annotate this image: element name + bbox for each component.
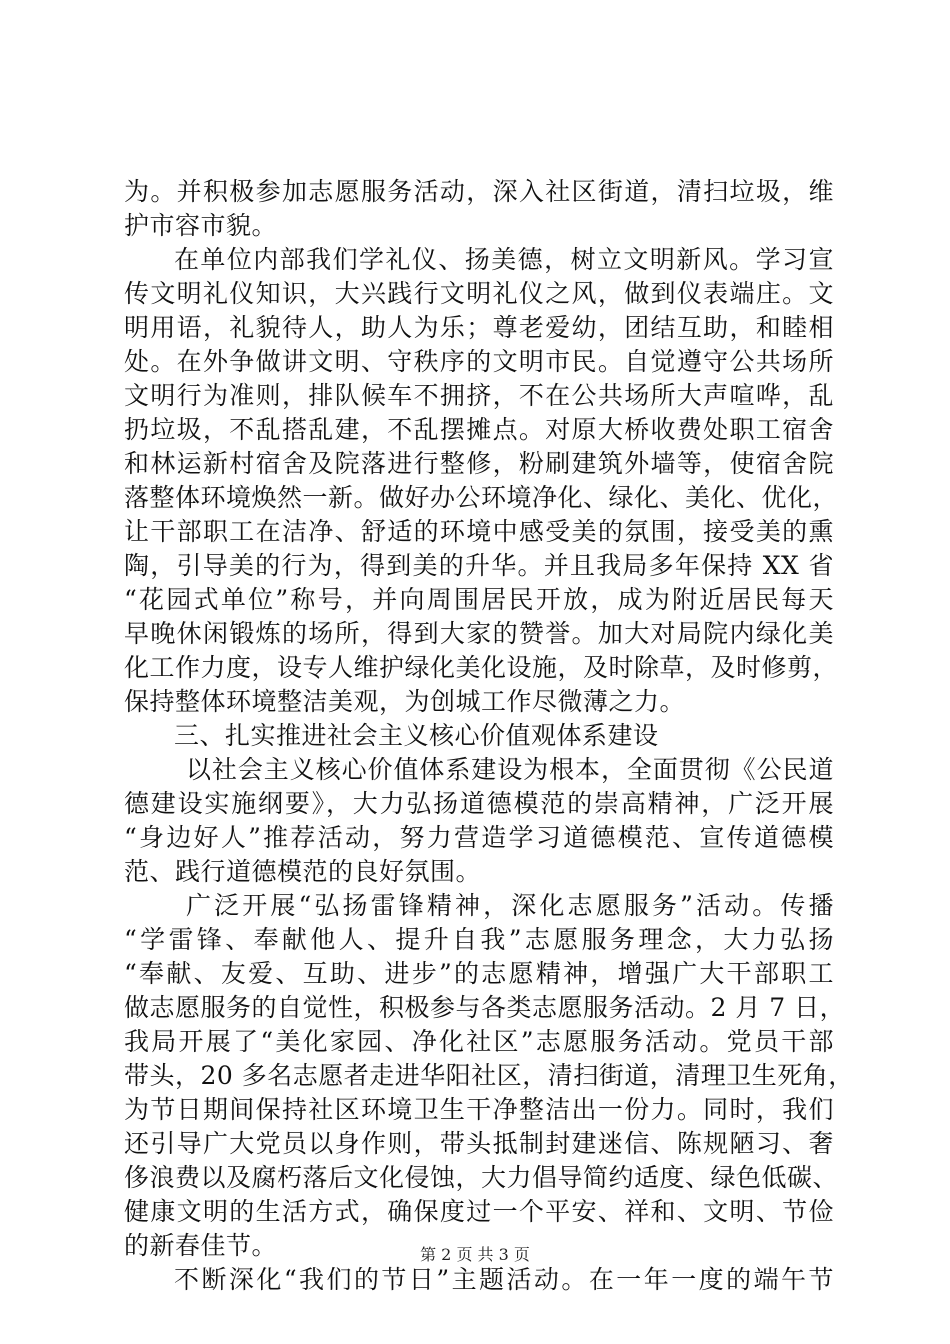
text-line: 落整体环境焕然一新。做好办公环境净化、绿化、美化、优化， [124, 483, 839, 512]
text-line: 健康文明的生活方式，确保度过一个平安、祥和、文明、节俭 [124, 1197, 834, 1226]
text-line: 化工作力度，设专人维护绿化美化设施，及时除草，及时修剪， [124, 653, 839, 682]
text-line: 陶，引导美的行为，得到美的升华。并且我局多年保持 XX 省 [124, 551, 834, 580]
text-line: 范、践行道德模范的良好氛围。 [124, 857, 482, 886]
text-line: 带头，20 多名志愿者走进华阳社区，清扫街道，清理卫生死角， [124, 1061, 854, 1090]
paragraph-start-line: 广泛开展“弘扬雷锋精神，深化志愿服务”活动。传播 [186, 891, 834, 920]
text-line: 护市容市貌。 [124, 211, 278, 240]
paragraph-start-line: 以社会主义核心价值体系建设为根本，全面贯彻《公民道 [186, 755, 834, 784]
text-line: 文明行为准则，排队候车不拥挤，不在公共场所大声喧哗，乱 [124, 381, 834, 410]
text-line: 的新春佳节。 [124, 1231, 278, 1260]
page-number-footer: 第 2 页 共 3 页 [420, 1245, 530, 1264]
text-line: 让干部职工在洁净、舒适的环境中感受美的氛围，接受美的熏 [124, 517, 834, 546]
text-line: 和林运新村宿舍及院落进行整修，粉刷建筑外墙等，使宿舍院 [124, 449, 834, 478]
text-line: 为。并积极参加志愿服务活动，深入社区街道，清扫垃圾，维 [124, 177, 834, 206]
text-line: 处。在外争做讲文明、守秩序的文明市民。自觉遵守公共场所 [124, 347, 834, 376]
text-line: 德建设实施纲要》，大力弘扬道德模范的崇高精神，广泛开展 [124, 789, 834, 818]
text-line: “身边好人”推荐活动，努力营造学习道德模范、宣传道德模 [124, 823, 834, 852]
text-line: 扔垃圾，不乱搭乱建，不乱摆摊点。对原大桥收费处职工宿舍 [124, 415, 834, 444]
text-line: 做志愿服务的自觉性，积极参与各类志愿服务活动。2 月 7 日， [124, 993, 846, 1022]
text-line: “花园式单位”称号，并向周围居民开放，成为附近居民每天 [124, 585, 834, 614]
document-body [124, 175, 854, 1297]
text-line: 还引导广大党员以身作则，带头抵制封建迷信、陈规陋习、奢 [124, 1129, 834, 1158]
section-heading: 三、扎实推进社会主义核心价值观体系建设 [174, 721, 659, 750]
text-line: “学雷锋、奉献他人、提升自我”志愿服务理念，大力弘扬 [124, 925, 834, 954]
text-line: 为节日期间保持社区环境卫生干净整洁出一份力。同时，我们 [124, 1095, 834, 1124]
text-line: 早晚休闲锻炼的场所，得到大家的赞誉。加大对局院内绿化美 [124, 619, 834, 648]
text-line: 明用语，礼貌待人，助人为乐；尊老爱幼，团结互助，和睦相 [124, 313, 834, 342]
paragraph-start-line: 不断深化“我们的节日”主题活动。在一年一度的端午节 [174, 1265, 834, 1294]
text-line: 传文明礼仪知识，大兴践行文明礼仪之风，做到仪表端庄。文 [124, 279, 834, 308]
text-line: 我局开展了“美化家园、净化社区”志愿服务活动。党员干部 [124, 1027, 834, 1056]
text-line: 侈浪费以及腐朽落后文化侵蚀，大力倡导简约适度、绿色低碳、 [124, 1163, 839, 1192]
text-line: 保持整体环境整洁美观，为创城工作尽微薄之力。 [124, 687, 686, 716]
paragraph-start-line: 在单位内部我们学礼仪、扬美德，树立文明新风。学习宣 [174, 245, 834, 274]
text-line: “奉献、友爱、互助、进步”的志愿精神，增强广大干部职工 [124, 959, 834, 988]
